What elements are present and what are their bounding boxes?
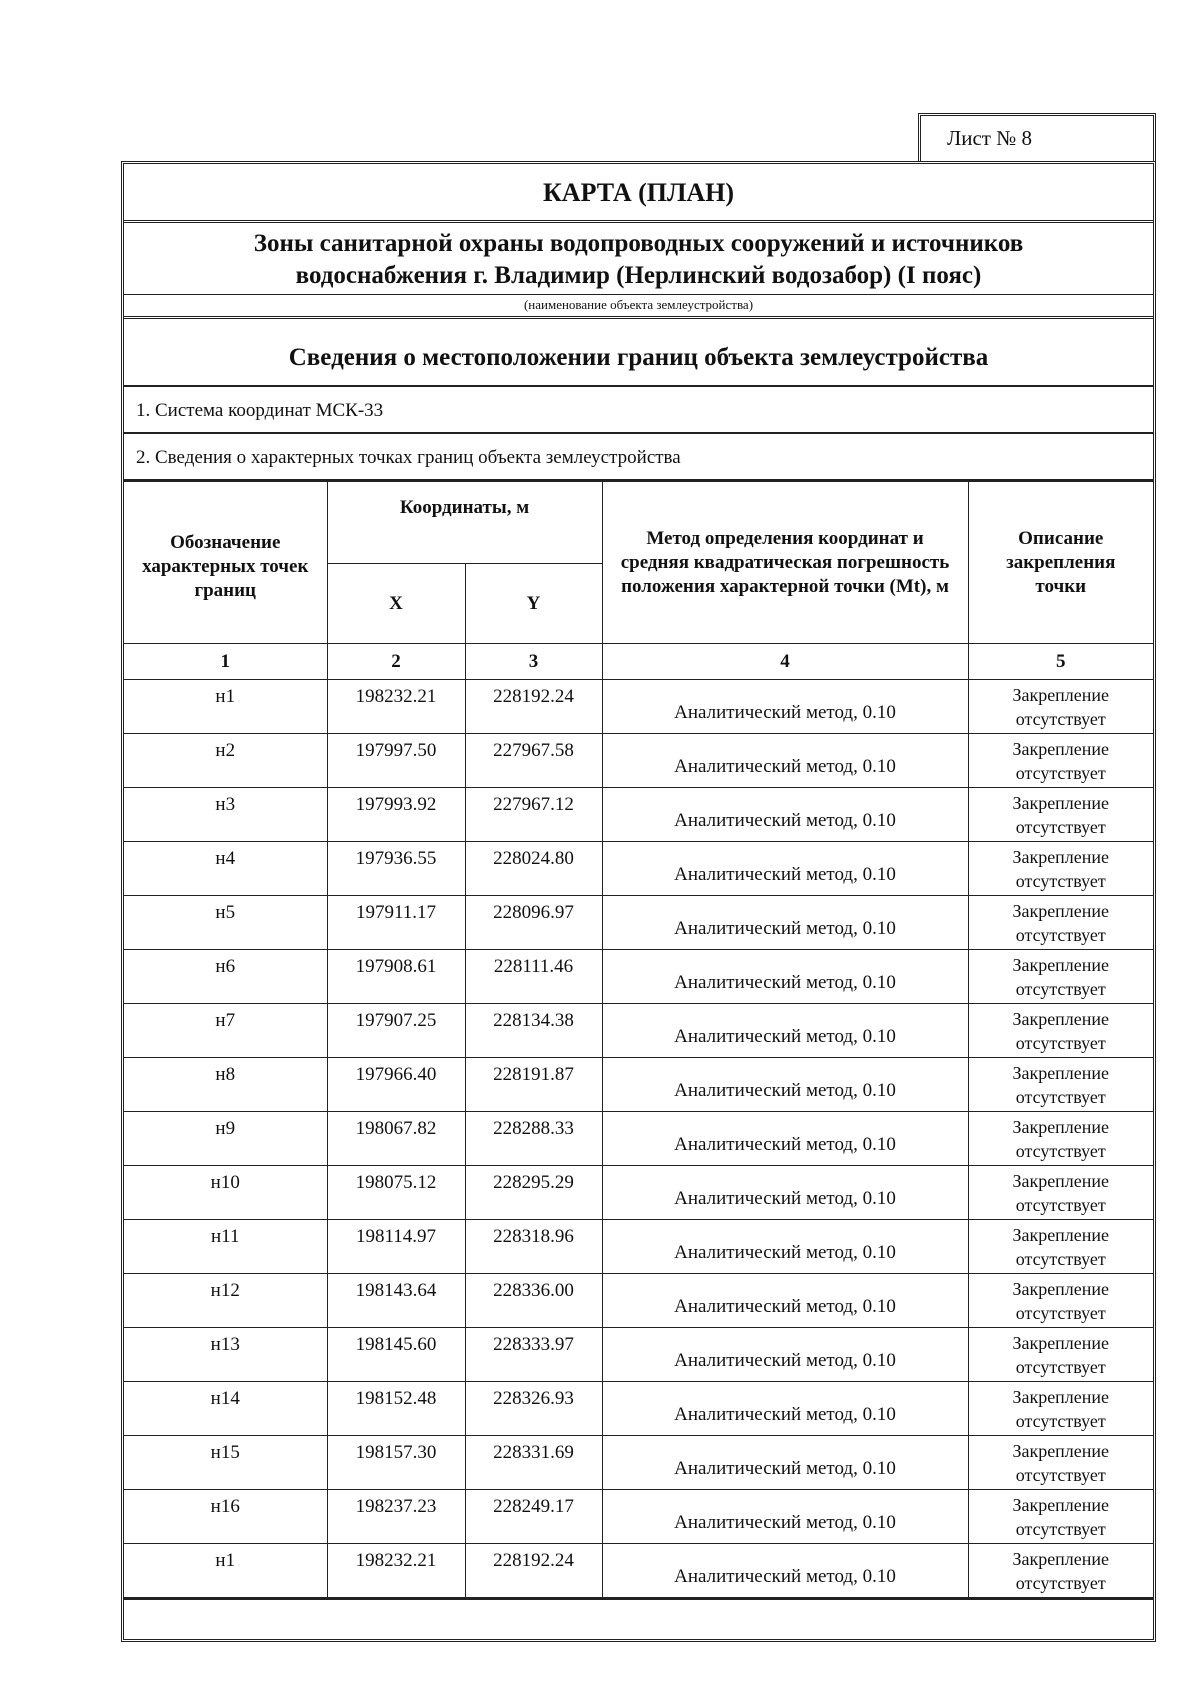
point-id: н5	[124, 896, 327, 950]
point-y: 227967.58	[465, 734, 602, 788]
table-row	[124, 1490, 1153, 1544]
point-id: н4	[124, 842, 327, 896]
point-x: 198232.21	[327, 680, 465, 734]
header-method: Метод определения координат и средняя квадратическая погрешность положения характерной точки (Mt), м	[602, 482, 968, 644]
point-x: 198237.23	[327, 1490, 465, 1544]
header-designation: Обозначение характерных точек границ	[124, 482, 327, 644]
point-method: Аналитический метод, 0.10	[602, 1274, 968, 1328]
table-empty-row	[124, 1598, 1153, 1654]
point-y: 228336.00	[465, 1274, 602, 1328]
point-y: 228326.93	[465, 1382, 602, 1436]
table-row	[124, 1544, 1153, 1598]
point-x: 197907.25	[327, 1004, 465, 1058]
object-name-line-2: водоснабжения г. Владимир (Нерлинский водозабор) (I пояс)	[295, 262, 982, 289]
point-x: 197936.55	[327, 842, 465, 896]
table-row	[124, 1058, 1153, 1112]
object-name	[124, 223, 1153, 295]
column-number: 1	[124, 644, 327, 680]
point-method: Аналитический метод, 0.10	[602, 1058, 968, 1112]
point-id: н9	[124, 1112, 327, 1166]
point-method: Аналитический метод, 0.10	[602, 950, 968, 1004]
point-description: Закрепление отсутствует	[968, 680, 1153, 734]
section-title: Сведения о местоположении границ объекта землеустройства	[124, 319, 1153, 387]
point-method: Аналитический метод, 0.10	[602, 1112, 968, 1166]
point-description: Закрепление отсутствует	[968, 1058, 1153, 1112]
point-method: Аналитический метод, 0.10	[602, 896, 968, 950]
point-x: 198157.30	[327, 1436, 465, 1490]
table-row	[124, 1166, 1153, 1220]
point-method: Аналитический метод, 0.10	[602, 680, 968, 734]
point-x: 198152.48	[327, 1382, 465, 1436]
point-y: 228096.97	[465, 896, 602, 950]
table-row	[124, 734, 1153, 788]
point-y: 228333.97	[465, 1328, 602, 1382]
table-row	[124, 1382, 1153, 1436]
table-row	[124, 680, 1153, 734]
point-y: 228295.29	[465, 1166, 602, 1220]
point-y: 228249.17	[465, 1490, 602, 1544]
point-description: Закрепление отсутствует	[968, 788, 1153, 842]
point-y: 228134.38	[465, 1004, 602, 1058]
table-row	[124, 950, 1153, 1004]
coordinate-system: 1. Система координат МСК-33	[124, 387, 1153, 434]
point-x: 197966.40	[327, 1058, 465, 1112]
column-number: 4	[602, 644, 968, 680]
document-title: КАРТА (ПЛАН)	[124, 164, 1153, 223]
table-row	[124, 1004, 1153, 1058]
point-method: Аналитический метод, 0.10	[602, 734, 968, 788]
point-description: Закрепление отсутствует	[968, 734, 1153, 788]
header-description: Описание закрепления точки	[968, 482, 1153, 644]
column-number: 3	[465, 644, 602, 680]
point-description: Закрепление отсутствует	[968, 1544, 1153, 1598]
point-x: 198145.60	[327, 1328, 465, 1382]
point-description: Закрепление отсутствует	[968, 1490, 1153, 1544]
table-row	[124, 1112, 1153, 1166]
point-description: Закрепление отсутствует	[968, 1436, 1153, 1490]
point-method: Аналитический метод, 0.10	[602, 1382, 968, 1436]
point-x: 197908.61	[327, 950, 465, 1004]
point-description: Закрепление отсутствует	[968, 896, 1153, 950]
point-id: н14	[124, 1382, 327, 1436]
point-x: 198075.12	[327, 1166, 465, 1220]
document-frame	[121, 161, 1156, 1642]
point-id: н11	[124, 1220, 327, 1274]
point-id: н13	[124, 1328, 327, 1382]
point-y: 228111.46	[465, 950, 602, 1004]
point-id: н7	[124, 1004, 327, 1058]
point-x: 197993.92	[327, 788, 465, 842]
point-description: Закрепление отсутствует	[968, 1274, 1153, 1328]
point-y: 228191.87	[465, 1058, 602, 1112]
point-x: 198114.97	[327, 1220, 465, 1274]
object-name-line-1: Зоны санитарной охраны водопроводных сооружений и источников	[253, 230, 1024, 257]
table-row	[124, 842, 1153, 896]
points-table	[124, 481, 1153, 1598]
point-description: Закрепление отсутствует	[968, 1166, 1153, 1220]
header-coordinates: Координаты, м	[327, 482, 602, 564]
point-description: Закрепление отсутствует	[968, 1004, 1153, 1058]
table-row	[124, 788, 1153, 842]
point-description: Закрепление отсутствует	[968, 1382, 1153, 1436]
point-id: н1	[124, 1544, 327, 1598]
table-row	[124, 1436, 1153, 1490]
point-method: Аналитический метод, 0.10	[602, 1166, 968, 1220]
point-method: Аналитический метод, 0.10	[602, 1004, 968, 1058]
point-description: Закрепление отсутствует	[968, 1220, 1153, 1274]
point-id: н12	[124, 1274, 327, 1328]
object-name-caption: (наименование объекта землеустройства)	[124, 295, 1153, 319]
point-x: 197911.17	[327, 896, 465, 950]
point-id: н15	[124, 1436, 327, 1490]
point-method: Аналитический метод, 0.10	[602, 1544, 968, 1598]
point-method: Аналитический метод, 0.10	[602, 842, 968, 896]
point-id: н1	[124, 680, 327, 734]
point-method: Аналитический метод, 0.10	[602, 1490, 968, 1544]
point-y: 227967.12	[465, 788, 602, 842]
point-id: н10	[124, 1166, 327, 1220]
table-row	[124, 1274, 1153, 1328]
point-description: Закрепление отсутствует	[968, 950, 1153, 1004]
point-y: 228024.80	[465, 842, 602, 896]
table-row	[124, 1220, 1153, 1274]
point-x: 197997.50	[327, 734, 465, 788]
point-description: Закрепление отсутствует	[968, 1328, 1153, 1382]
point-method: Аналитический метод, 0.10	[602, 788, 968, 842]
points-heading: 2. Сведения о характерных точках границ объекта землеустройства	[124, 434, 1153, 481]
point-x: 198232.21	[327, 1544, 465, 1598]
sheet-number: Лист № 8	[918, 113, 1156, 161]
point-description: Закрепление отсутствует	[968, 1112, 1153, 1166]
point-id: н16	[124, 1490, 327, 1544]
point-x: 198143.64	[327, 1274, 465, 1328]
point-y: 228288.33	[465, 1112, 602, 1166]
table-row	[124, 1328, 1153, 1382]
point-y: 228331.69	[465, 1436, 602, 1490]
point-method: Аналитический метод, 0.10	[602, 1220, 968, 1274]
point-description: Закрепление отсутствует	[968, 842, 1153, 896]
point-id: н8	[124, 1058, 327, 1112]
point-id: н2	[124, 734, 327, 788]
point-method: Аналитический метод, 0.10	[602, 1328, 968, 1382]
header-y: Y	[465, 564, 602, 644]
column-number: 5	[968, 644, 1153, 680]
point-y: 228192.24	[465, 1544, 602, 1598]
point-method: Аналитический метод, 0.10	[602, 1436, 968, 1490]
point-y: 228192.24	[465, 680, 602, 734]
header-x: X	[327, 564, 465, 644]
point-id: н3	[124, 788, 327, 842]
table-row	[124, 896, 1153, 950]
point-x: 198067.82	[327, 1112, 465, 1166]
point-id: н6	[124, 950, 327, 1004]
column-number: 2	[327, 644, 465, 680]
point-y: 228318.96	[465, 1220, 602, 1274]
